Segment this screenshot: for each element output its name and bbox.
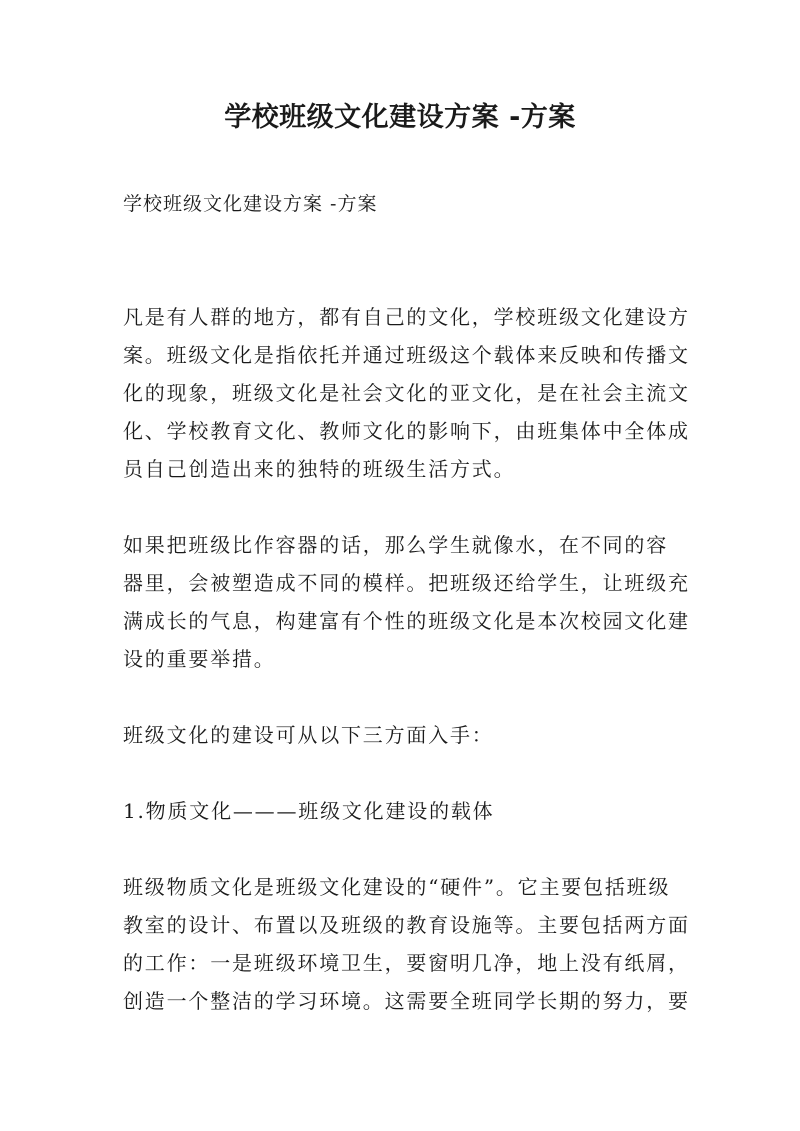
document-subtitle: 学校班级文化建设方案 -方案 bbox=[123, 193, 378, 215]
paragraph-intro bbox=[123, 298, 690, 488]
paragraph-line: 如果把班级比作容器的话，那么学生就像水，在不同的容 bbox=[123, 533, 668, 557]
paragraph-line: 班级物质文化是班级文化建设的“硬件”。它主要包括班级 bbox=[123, 875, 671, 899]
paragraph-line: 创造一个整洁的学习环境。这需要全班同学长期的努力，要 bbox=[123, 989, 690, 1013]
paragraph-line: 员自己创造出来的独特的班级生活方式。 bbox=[123, 457, 516, 481]
paragraph-container-metaphor bbox=[123, 526, 690, 678]
paragraph-line: 满成长的气息，构建富有个性的班级文化是本次校园文化建 bbox=[123, 609, 690, 633]
paragraph-three-aspects bbox=[123, 716, 681, 754]
paragraph-material-culture bbox=[123, 868, 690, 1020]
section-heading-material-culture bbox=[123, 792, 681, 830]
paragraph-line: 器里，会被塑造成不同的模样。把班级还给学生，让班级充 bbox=[123, 571, 690, 595]
paragraph-line: 1.物质文化———班级文化建设的载体 bbox=[123, 799, 495, 823]
paragraph-line: 案。班级文化是指依托并通过班级这个载体来反映和传播文 bbox=[123, 343, 690, 367]
paragraph-line: 设的重要举措。 bbox=[123, 647, 276, 671]
paragraph-line: 凡是有人群的地方，都有自己的文化，学校班级文化建设方 bbox=[123, 305, 690, 329]
paragraph-line: 化的现象，班级文化是社会文化的亚文化，是在社会主流文 bbox=[123, 381, 690, 405]
paragraph-line: 化、学校教育文化、教师文化的影响下，由班集体中全体成 bbox=[123, 419, 690, 443]
paragraph-line: 教室的设计、布置以及班级的教育设施等。主要包括两方面 bbox=[123, 913, 690, 937]
document-title: 学校班级文化建设方案 -方案 bbox=[224, 102, 576, 133]
paragraph-line: 班级文化的建设可从以下三方面入手： bbox=[123, 723, 494, 747]
paragraph-line: 的工作：一是班级环境卫生，要窗明几净，地上没有纸屑， bbox=[123, 951, 690, 975]
